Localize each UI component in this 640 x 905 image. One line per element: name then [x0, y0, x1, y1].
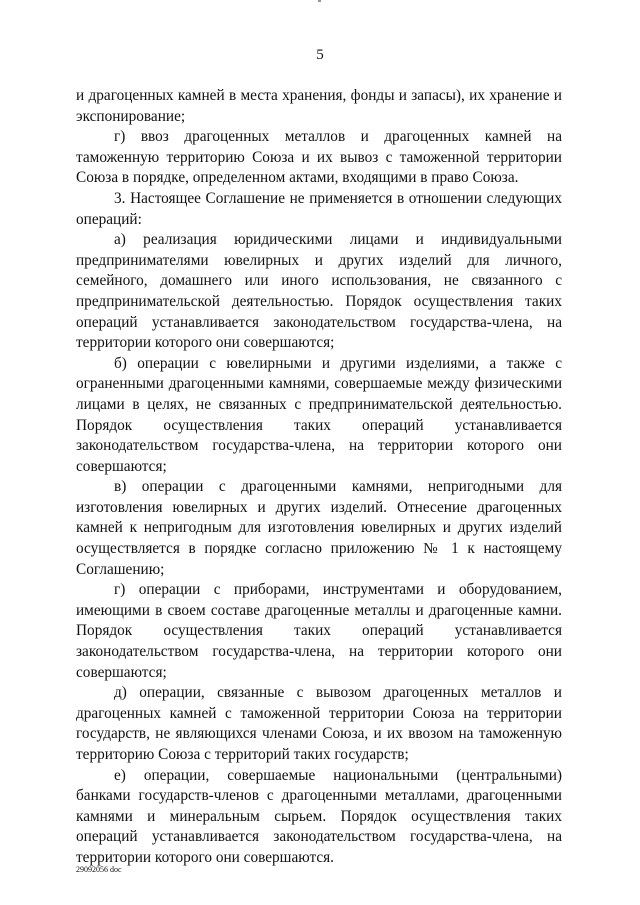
page-number: 5 — [316, 47, 324, 63]
footer-filename: 29092056 doc — [76, 865, 122, 874]
paragraph-item-g: г) операции с приборами, инструментами и оборудованием, имеющими в своем составе драгоценные металлы и драгоценные камни. Порядок осуществления таких операций устанавливается законодательством государства-члена, на территории которого они совершаются; — [76, 581, 562, 681]
paragraph-item-b: б) операции с ювелирными и другими изделиями, а также с ограненными драгоценными камнями, совершаемые между физическими лицами в целях, не связанных с предпринимательской деятельностью. Порядок осуществления таких операций устанавливается законодательством государства-члена, на территории которого они совершаются; — [76, 354, 562, 475]
paragraph-clause-3: 3. Настоящее Соглашение не применяется в отношении следующих операций: — [76, 189, 562, 228]
paragraph-item-v: в) операции с драгоценными камнями, непригодными для изготовления ювелирных и других изделий. Отнесение драгоценных камней к непригодным для изготовления ювелирных и других изделий осуществляется в порядке согласно приложению № 1 к настоящему Соглашению; — [76, 478, 562, 578]
paragraph-item-e: е) операции, совершаемые национальными (центральными) банками государств-членов с драгоценными металлами, драгоценными камнями и минеральным сырьем. Порядок осуществления таких операций устанавливается законодательством государства-члена, на территории которого они совершаются. — [76, 766, 562, 866]
paragraph-continuation: и драгоценных камней в места хранения, фонды и запасы), их хранение и экспонирование; — [76, 87, 562, 125]
document-body — [76, 86, 562, 869]
paragraph-item-g-import: г) ввоз драгоценных металлов и драгоценных камней на таможенную территорию Союза и их вывоз с таможенной территории Союза в порядке, определенном актами, входящими в право Союза. — [76, 128, 562, 187]
page-top-mark — [318, 0, 321, 2]
paragraph-item-a: а) реализация юридическими лицами и индивидуальными предпринимателями ювелирных и других изделий для личного, семейного, домашнего или иного использования, не связанного с предпринимательской деятельностью. Порядок осуществления таких операций устанавливается законодательством государства-члена, на территории которого они совершаются; — [76, 231, 562, 352]
paragraph-item-d: д) операции, связанные с вывозом драгоценных металлов и драгоценных камней с таможенной территории Союза на территории государств, не являющихся членами Союза, и их ввозом на таможенную территорию Союза с территорий таких государств; — [76, 684, 562, 763]
